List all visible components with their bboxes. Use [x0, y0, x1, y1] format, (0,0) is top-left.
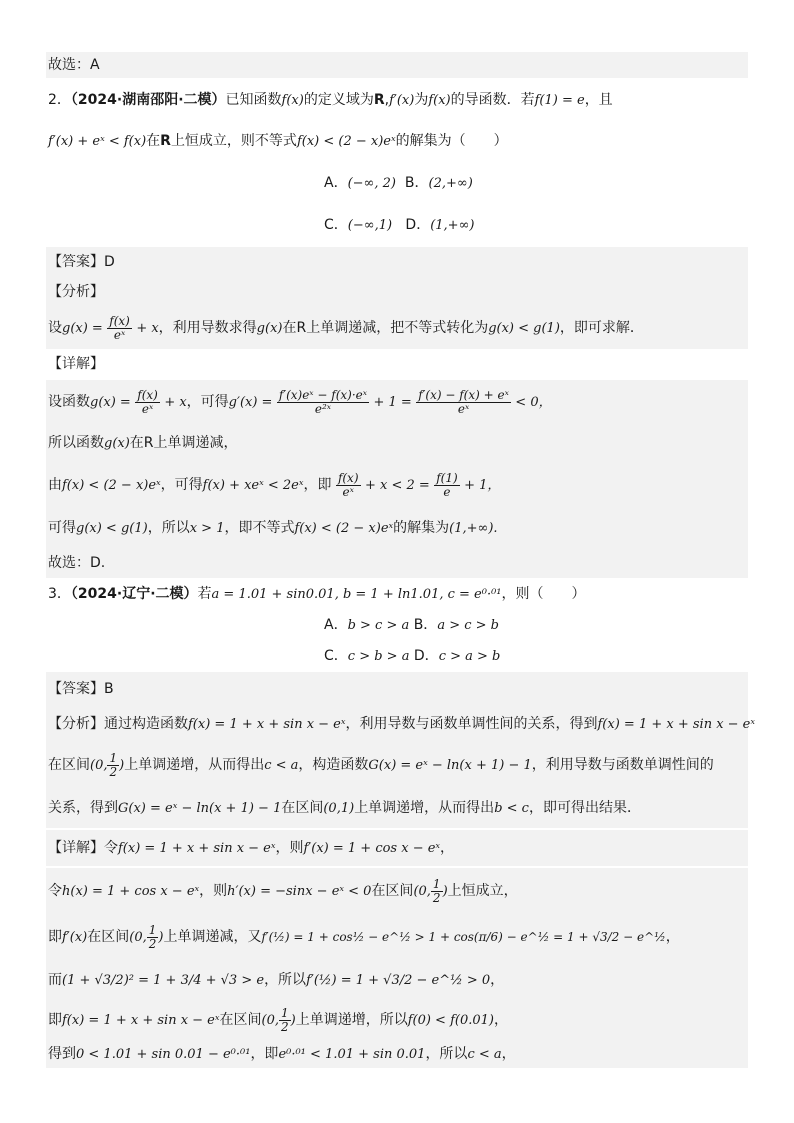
q3-analysis-text: ，即可得出结果．: [528, 800, 641, 816]
math-R: R: [373, 92, 385, 108]
prev-answer-text: 故选：A: [48, 57, 100, 73]
q2-number: 2．: [48, 92, 71, 108]
math-f: f(x) = 1 + x + sin x − eˣ: [118, 841, 276, 856]
answer-value: B: [104, 681, 114, 697]
q2-detail-text: ，即: [303, 477, 332, 493]
math-expr: a = 1.01 + sin0.01, b = 1 + ln1.01, c = e⁰·⁰¹: [211, 587, 502, 602]
q3-detail-text: ，: [501, 1046, 516, 1062]
q2-final-line: [46, 548, 748, 578]
math-ineq: f(x) < (2 − x)eˣ: [294, 521, 394, 536]
math-g: g(x): [104, 436, 130, 451]
q3-analysis-text: ，利用导数与函数单调性间的: [531, 757, 714, 773]
math-interval: ): [290, 1013, 296, 1028]
math-x: x > 1: [189, 521, 225, 536]
math-f1e: f(1) = e: [534, 93, 585, 108]
fraction: [434, 472, 459, 499]
q2-detail-text: ，即不等式: [224, 520, 295, 536]
q3-detail-text: 即: [48, 929, 62, 945]
math-ca: c < a: [467, 1047, 502, 1062]
detail-label: 【详解】: [48, 356, 104, 372]
math-f: f(x) = 1 + x + sin x − eˣ: [188, 717, 346, 732]
q2-stem-text: 为: [414, 92, 429, 108]
q3-detail-text: 在区间: [219, 1012, 262, 1028]
fraction-num: 1: [109, 750, 118, 765]
fraction: [416, 389, 511, 416]
math-plus: + x: [136, 321, 159, 336]
q2-analysis-text: ，利用导数求得: [158, 320, 257, 336]
q2-detail-line1: [46, 380, 748, 424]
answer-label: 【答案】: [48, 681, 104, 697]
fraction: [277, 389, 369, 416]
option-d-value: c > a > b: [438, 649, 501, 664]
q2-analysis-label-line: [46, 277, 748, 307]
math-interval: (0,: [261, 1013, 279, 1028]
q2-detail-text: 可得: [48, 520, 76, 536]
q3-detail-text: ，即: [250, 1046, 279, 1062]
q2-detail-text: ，可得: [160, 477, 203, 493]
math-ineq: g(x) < g(1): [488, 321, 560, 336]
q3-detail-text: 上单调递增，所以: [295, 1012, 408, 1028]
q3-options-row1: [46, 615, 748, 637]
fraction-num: f(1): [436, 470, 458, 485]
q3-options-row2: [46, 646, 748, 668]
math-gx: g(x) =: [62, 321, 103, 336]
q2-stem-text: 在: [146, 133, 161, 149]
math-gpx: g′(x) =: [228, 395, 273, 410]
option-b-value: a > c > b: [437, 618, 499, 633]
q3-analysis-text: 通过构造函数: [104, 716, 188, 732]
q2-stem-line2: [46, 131, 748, 153]
fraction: [279, 1007, 291, 1034]
q3-analysis-text: 在区间: [281, 800, 324, 816]
fraction: [107, 752, 119, 779]
fraction-num: f′(x) − f(x) + eˣ: [418, 387, 509, 402]
fraction-num: f(x): [137, 387, 158, 402]
q2-detail-line4: [46, 508, 748, 548]
q2-stem-text: 上恒成立，则不等式: [170, 133, 297, 149]
math-mid: + x < 2 =: [364, 478, 430, 493]
q3-source: （2024·辽宁·二模）: [70, 586, 198, 602]
q3-detail-line5: [46, 1000, 748, 1040]
q3-detail-line6: [46, 1040, 748, 1068]
math-expr: f′(½) = 1 + √3/2 − e^½ > 0: [306, 973, 491, 988]
math-R: R: [160, 133, 171, 149]
q2-detail-text: 的解集为: [393, 520, 450, 536]
fraction: [107, 315, 132, 342]
math-f: f(x) = 1 + x + sin x − eˣ: [597, 717, 755, 732]
option-b-value: (2,+∞): [428, 176, 473, 191]
math-fp: f′(x): [62, 930, 88, 945]
q3-detail-line2: [46, 868, 748, 914]
math-expr: f′(½) = 1 + cos½ − e^½ > 1 + cos(π/6) − e^½ = 1 + √3/2 − e^½: [261, 930, 666, 944]
math-interval: ): [158, 930, 164, 945]
math-g: g(x): [256, 321, 283, 336]
fraction-den: eˣ: [113, 327, 126, 342]
fraction-num: 1: [148, 922, 157, 937]
q2-stem-text: 的定义域为: [303, 92, 374, 108]
math-G: G(x) = eˣ − ln(x + 1) − 1: [118, 801, 282, 816]
math-interval: (0,: [90, 758, 108, 773]
q2-detail-text: ，可得: [186, 394, 229, 410]
math-ineq: f(0) < f(0.01): [407, 1013, 494, 1028]
q3-analysis-text: 关系，得到: [48, 800, 118, 816]
fraction: [336, 472, 361, 499]
q3-detail-text: 而: [48, 972, 62, 988]
prev-answer-line: [46, 52, 748, 78]
detail-label: 【详解】: [48, 840, 104, 856]
fraction-den: eˣ: [457, 401, 470, 416]
q2-detail-line2: [46, 424, 748, 462]
q3-detail-text: ，则: [199, 883, 228, 899]
fraction-num: f′(x)eˣ − f(x)·eˣ: [278, 387, 367, 402]
option-a-label: A．: [324, 617, 348, 633]
q3-detail-text: ，所以: [425, 1046, 468, 1062]
math-ineq: f(x) < (2 − x)eˣ: [62, 478, 161, 493]
answer-label: 【答案】: [48, 254, 104, 270]
math-ineq: f(x) < (2 − x)eˣ: [296, 134, 396, 149]
q2-stem-text: ，且: [584, 92, 613, 108]
q3-stem-line: [46, 584, 748, 606]
fraction: [147, 924, 159, 951]
q3-analysis-line1: [46, 706, 755, 742]
q2-stem-text: 的解集为（ ）: [395, 133, 508, 149]
q2-stem-line1: [46, 90, 748, 112]
fraction: [135, 389, 160, 416]
fraction-num: 1: [280, 1005, 289, 1020]
q3-analysis-text: ，构造函数: [298, 757, 369, 773]
fraction-num: 1: [432, 876, 441, 891]
math-ca: c < a: [264, 758, 299, 773]
math-lt: < 0，: [515, 395, 552, 410]
math-ineq: 0 < 1.01 + sin 0.01 − e⁰·⁰¹: [76, 1047, 251, 1062]
math-cond: f′(x) + eˣ < f(x): [48, 134, 147, 149]
q2-stem-text: 的导函数．若: [450, 92, 535, 108]
math-G: G(x) = eˣ − ln(x + 1) − 1: [368, 758, 532, 773]
q2-detail-text: 设函数: [48, 394, 90, 410]
q3-detail-text: 上恒成立，: [447, 883, 518, 899]
math-set: (1,+∞).: [449, 521, 498, 536]
option-a-label: A．: [324, 175, 348, 191]
math-interval: (0,: [129, 930, 147, 945]
fraction-num: f(x): [337, 470, 359, 485]
q2-options-row2: [46, 215, 748, 237]
q2-analysis-text: 设: [48, 320, 62, 336]
math-interval: ): [119, 758, 125, 773]
q3-analysis-line3: [46, 788, 748, 828]
q3-detail-text: 在区间: [371, 883, 414, 899]
math-fx: f(x): [428, 93, 451, 108]
q3-detail-text: 即: [48, 1012, 62, 1028]
math-plus: + 1 =: [373, 395, 412, 410]
q2-detail-text: ，所以: [147, 520, 190, 536]
answer-value: D: [104, 254, 115, 270]
math-interval: (0,: [413, 884, 431, 899]
q3-analysis-text: ，利用导数与函数单调性间的关系，得到: [345, 716, 598, 732]
q3-detail-text: 令: [104, 840, 118, 856]
q3-detail-line4: [46, 960, 748, 1000]
q2-detail-text: 所以函数: [48, 435, 104, 451]
option-a-value: b > c > a: [347, 618, 410, 633]
q3-detail-text: 得到: [48, 1046, 76, 1062]
q2-detail-text: 在R上单调递减，: [129, 435, 238, 451]
punct: ,: [384, 92, 390, 108]
fraction-den: 2: [432, 890, 441, 905]
fraction: [431, 878, 443, 905]
math-end: + 1，: [464, 478, 501, 493]
q3-detail-line3: [46, 914, 748, 960]
q2-detail-text: 由: [48, 477, 62, 493]
option-d-value: (1,+∞): [430, 218, 475, 233]
math-ineq: e⁰·⁰¹ < 1.01 + sin 0.01: [278, 1047, 426, 1062]
option-b-label: B．: [413, 617, 438, 633]
q3-detail-text: ，: [665, 929, 680, 945]
math-interval: ): [442, 884, 448, 899]
q3-analysis-text: 上单调递增，从而得出: [124, 757, 265, 773]
q2-analysis-line: [46, 307, 748, 349]
option-b-label: B．: [404, 175, 429, 191]
q2-final-text: 故选：D.: [48, 555, 106, 571]
q3-detail-text: ，: [440, 840, 455, 856]
option-d-label: D．: [405, 217, 431, 233]
math-ineq: f(x) + xeˣ < 2eˣ: [202, 478, 304, 493]
math-h: h(x) = 1 + cos x − eˣ: [62, 884, 200, 899]
analysis-label: 【分析】: [48, 716, 104, 732]
q3-detail-text: ，: [494, 1012, 508, 1028]
option-d-label: D．: [413, 648, 439, 664]
q2-options-row1: [46, 173, 748, 195]
option-c-value: (−∞,1): [347, 218, 393, 233]
q3-analysis-text: 在区间: [48, 757, 90, 773]
option-a-value: (−∞, 2): [347, 176, 396, 191]
math-fx: f(x): [281, 93, 304, 108]
math-plus: + x: [164, 395, 187, 410]
math-interval: (0,1): [323, 801, 355, 816]
fraction-den: e: [443, 484, 451, 499]
option-c-value: c > b > a: [347, 649, 410, 664]
analysis-label: 【分析】: [48, 284, 104, 300]
math-expr: (1 + √3/2)² = 1 + 3/4 + √3 > e: [62, 973, 265, 988]
q3-detail-text: ，所以: [264, 972, 307, 988]
fraction-num: f(x): [109, 313, 130, 328]
fraction-den: eˣ: [141, 401, 154, 416]
q3-detail-text: 令: [48, 883, 62, 899]
math-hp: h′(x) = −sinx − eˣ < 0: [227, 884, 372, 899]
math-fpx: f′(x): [389, 93, 415, 108]
q3-analysis-line2: [46, 742, 748, 788]
option-c-label: C．: [324, 217, 348, 233]
q3-number: 3．: [48, 586, 71, 602]
q2-source: （2024·湖南邵阳·二模）: [70, 92, 226, 108]
math-ineq: g(x) < g(1): [76, 521, 148, 536]
q3-analysis-text: 上单调递增，从而得出: [354, 800, 495, 816]
option-c-label: C．: [324, 648, 348, 664]
fraction-den: 2: [109, 764, 118, 779]
q3-stem-text: ，则（ ）: [501, 586, 586, 602]
math-bc: b < c: [494, 801, 529, 816]
math-fp: f′(x) = 1 + cos x − eˣ: [303, 841, 441, 856]
q2-detail-label-line: [46, 354, 748, 376]
q3-detail-text: 上单调递减，又: [163, 929, 262, 945]
fraction-den: 2: [280, 1019, 289, 1034]
fraction-den: e²ˣ: [314, 401, 332, 416]
q3-detail-text: ，: [490, 972, 505, 988]
q2-stem-text: 已知函数: [225, 92, 282, 108]
q2-answer-line: [46, 247, 748, 277]
math-gx: g(x) =: [90, 395, 131, 410]
q2-analysis-text: 在R上单调递减，把不等式转化为: [282, 320, 489, 336]
q3-detail-text: ，则: [275, 840, 304, 856]
q2-detail-line3: [46, 462, 748, 508]
q3-detail-text: 在区间: [87, 929, 130, 945]
q3-stem-text: 若: [197, 586, 212, 602]
math-f: f(x) = 1 + x + sin x − eˣ: [62, 1013, 220, 1028]
fraction-den: 2: [148, 936, 157, 951]
q3-answer-line: [46, 672, 748, 706]
q2-analysis-text: ，即可求解．: [559, 320, 644, 336]
q3-detail-line1: [46, 830, 748, 866]
fraction-den: eˣ: [342, 484, 354, 499]
